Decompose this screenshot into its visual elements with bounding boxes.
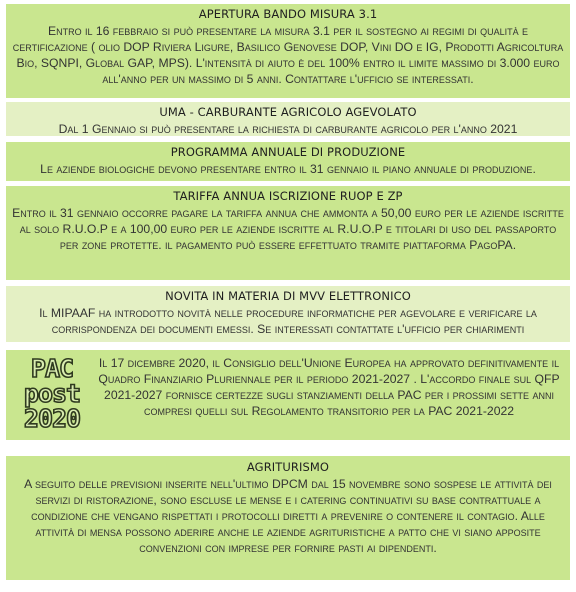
section-body: Entro il 16 febbraio si può presentare la misura 3.1 per il sostegno ai regimi di qualità e certificazione ( olio DOP Riviera Ligure, Basilico Genovese DOP, Vini DO e IG, Prodotti Agricoltura Bio, SQNPI, Global GAP, MPS). L'intensità di aiuto è del 100% entro il limite massimo di 3.000 euro all'anno per un massimo di 5 anni. Contattare l'ufficio se interessati. [12,24,564,86]
pac-post-2020-logo [22,356,82,431]
logo-line: PAC [30,354,74,383]
section-uma [6,102,570,136]
section-title: PROGRAMMA ANNUALE DI PRODUZIONE [170,145,406,159]
section-body: Il 17 dicembre 2020, il Consiglio dell'Unione Europea ha approvato definitivamente il Quadro Finanziario Pluriennale per il periodo 2021-2027 . L'accordo finale sul QFP 2021-2027 fornisce certezze sugli stanziamenti della PAC per i prossimi sette anni compresi quelli sul Regolamento transitorio per la PAC 2021-2022 [98,356,560,418]
logo-line: post [23,379,81,408]
section-body: Entro il 31 gennaio occorre pagare la tariffa annua che ammonta a 50,00 euro per le aziende iscritte al solo R.U.O.P e a 100,00 euro per le aziende iscritte al R.U.O.P e titolari di uso del passaporto per zone protette. il pagamento può essere effettuato tramite piattaforma PagoPA. [12,206,564,252]
section-body: A seguito delle previsioni inserite nell'ultimo DPCM dal 15 novembre sono sospese le attività dei servizi di ristorazione, sono escluse le mense e i catering continuativi su base contrattuale a condizione che vengano rispettati i protocolli diretti a prevenire o contenere il contagio. Alle attività di mensa possono aderire anche le aziende agrituristiche a patto che vi siano apposite convenzioni con imprese per fornire pasti ai dipendenti. [24,477,552,555]
section-tariffa-ruop [6,186,570,280]
section-title: AGRITURISMO [246,460,330,474]
section-agriturismo [6,456,570,580]
section-title: TARIFFA ANNUA ISCRIZIONE RUOP E ZP [173,189,403,203]
section-body: Il MIPAAF ha introdotto novità nelle procedure informatiche per agevolare e verificare la corrispondenza dei documenti emessi. Se interessati contattate l'ufficio per chiarimenti [39,306,537,336]
section-title: UMA - CARBURANTE AGRICOLO AGEVOLATO [159,105,417,119]
section-pac-post-2020 [6,350,570,440]
section-title: APERTURA BANDO MISURA 3.1 [198,7,378,21]
logo-line: 2020 [23,404,81,433]
section-misura-3-1 [6,4,570,98]
section-mvv-elettronico [6,286,570,342]
section-body: Dal 1 Gennaio si può presentare la richiesta di carburante agricolo per l'anno 2021 [58,122,518,136]
section-title: NOVITA IN MATERIA DI MVV ELETTRONICO [165,289,411,303]
section-programma-annuale [6,142,570,181]
section-body: Le aziende biologiche devono presentare entro il 31 gennaio il piano annuale di produzione. [40,162,536,176]
